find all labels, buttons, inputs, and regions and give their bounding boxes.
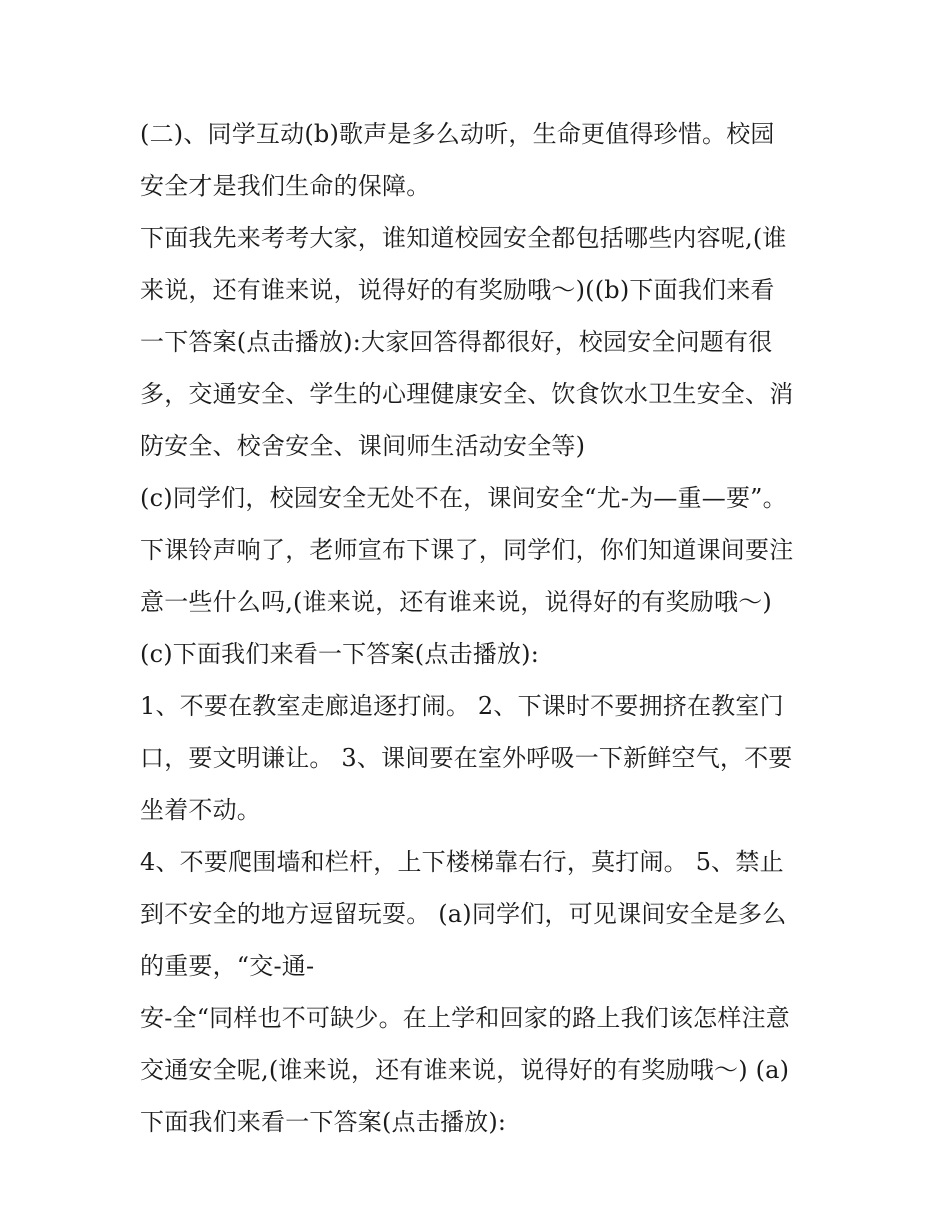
text-line: 来说，还有谁来说，说得好的有奖励哦～)((b)下面我们来看 <box>140 276 775 304</box>
text-line: 1、不要在教室走廊追逐打闹。 2、下课时不要拥挤在教室门 <box>140 692 784 720</box>
text-line: 防安全、校舍安全、课间师生活动安全等) <box>140 432 586 460</box>
text-line: 意一些什么吗,(谁来说，还有谁来说，说得好的有奖励哦～) <box>140 588 772 616</box>
text-line: 交通安全呢,(谁来说，还有谁来说，说得好的有奖励哦～) (a) <box>140 1056 790 1084</box>
text-line: 下面我先来考考大家，谁知道校园安全都包括哪些内容呢,(谁 <box>140 224 787 252</box>
text-line: 下面我们来看一下答案(点击播放): <box>140 1108 507 1136</box>
text-line: 到不安全的地方逗留玩耍。 (a)同学们，可见课间安全是多么 <box>140 900 787 928</box>
text-line: (c)下面我们来看一下答案(点击播放): <box>140 640 539 668</box>
text-line: 4、不要爬围墙和栏杆，上下楼梯靠右行，莫打闹。 5、禁止 <box>140 848 784 876</box>
text-line: 多，交通安全、学生的心理健康安全、饮食饮水卫生安全、消 <box>140 380 794 408</box>
text-line: 坐着不动。 <box>140 796 261 824</box>
text-line: (二)、同学互动(b)歌声是多么动听，生命更值得珍惜。校园 <box>140 120 775 148</box>
document-body <box>140 108 820 1148</box>
text-line: 的重要，“交-通- <box>140 952 315 980</box>
text-line: 安-全“同样也不可缺少。在上学和回家的路上我们该怎样注意 <box>140 1004 790 1032</box>
text-line: 下课铃声响了，老师宣布下课了，同学们，你们知道课间要注 <box>140 536 794 564</box>
text-line: 口，要文明谦让。 3、课间要在室外呼吸一下新鲜空气，不要 <box>140 744 793 772</box>
text-line: 一下答案(点击播放):大家回答得都很好，校园安全问题有很 <box>140 328 773 356</box>
text-line: 安全才是我们生命的保障。 <box>140 172 431 200</box>
text-line: (c)同学们，校园安全无处不在，课间安全“尤-为—重—要”。 <box>140 484 787 512</box>
